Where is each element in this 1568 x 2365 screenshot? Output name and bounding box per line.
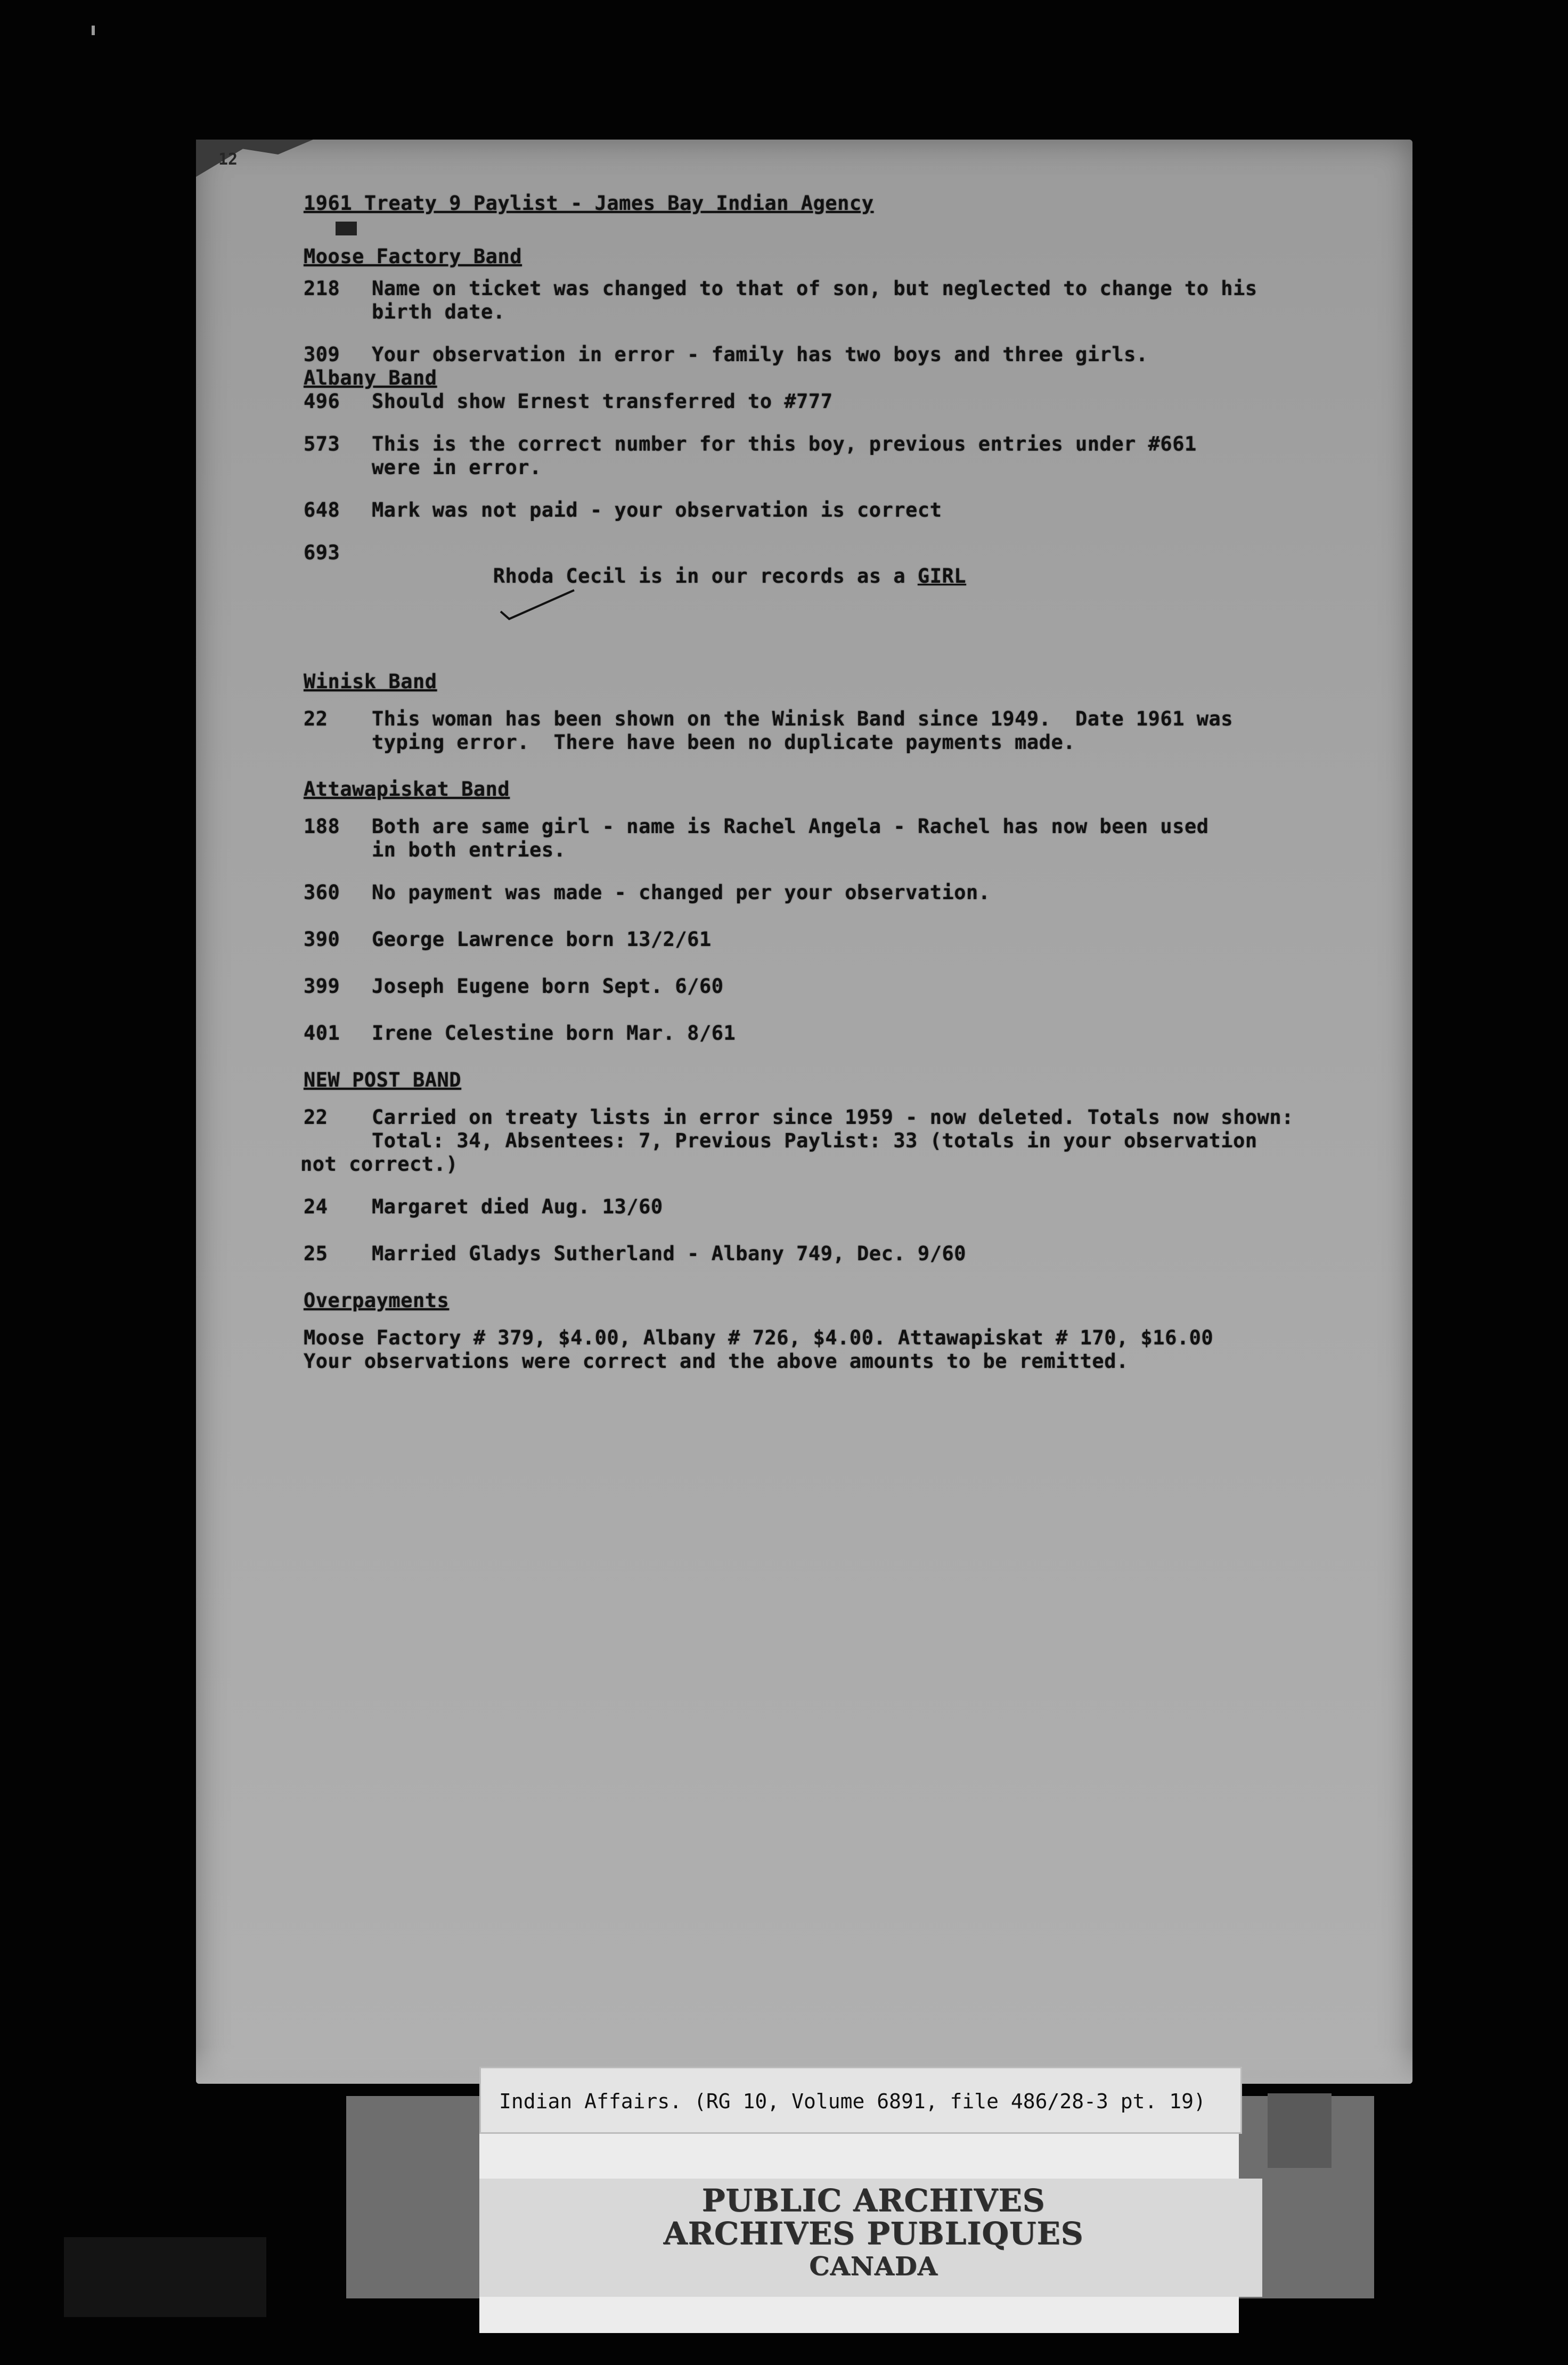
entry-text: No payment was made - changed per your observation. xyxy=(372,881,991,904)
list-item xyxy=(300,1153,1348,1176)
section-heading: Overpayments xyxy=(304,1289,450,1312)
list-item xyxy=(304,1106,1348,1153)
entry-number: 693 xyxy=(304,541,340,564)
section-attawapiskat xyxy=(304,778,1348,1045)
entry-number: 648 xyxy=(304,499,340,521)
check-mark-icon xyxy=(499,588,578,625)
stamp-line-1: PUBLIC ARCHIVES xyxy=(701,2182,1046,2219)
title-redaction-mark xyxy=(336,222,357,235)
faded-film-label xyxy=(64,2237,266,2317)
list-item xyxy=(304,343,1348,366)
entry-text xyxy=(372,541,1348,649)
entry-text: George Lawrence born 13/2/61 xyxy=(372,928,712,951)
list-item xyxy=(304,1242,1348,1266)
entry-number: 25 xyxy=(304,1242,328,1265)
entry-number: 218 xyxy=(304,277,340,300)
section-heading: Winisk Band xyxy=(304,670,437,693)
stamp-line-3: CANADA xyxy=(809,2252,938,2281)
entry-number: 399 xyxy=(304,975,340,998)
list-item xyxy=(304,1022,1348,1045)
section-heading: Attawapiskat Band xyxy=(304,778,510,801)
entry-number: 390 xyxy=(304,928,340,951)
entry-text: This woman has been shown on the Winisk Band since 1949. Date 1961 was typing error. There have been no duplicate payments made. xyxy=(372,707,1234,754)
list-item xyxy=(304,928,1348,951)
entry-number: 360 xyxy=(304,881,340,904)
entry-text-lead: Rhoda Cecil is in our records as a xyxy=(493,565,918,588)
entry-text: Should show Ernest transferred to #777 xyxy=(372,390,833,413)
list-item xyxy=(304,277,1348,324)
entry-text: Margaret died Aug. 13/60 xyxy=(372,1195,663,1218)
entry-text: Married Gladys Sutherland - Albany 749, Dec. 9/60 xyxy=(372,1242,967,1265)
archives-stamp xyxy=(655,2184,1092,2283)
entry-text: Mark was not paid - your observation is correct xyxy=(372,499,942,521)
section-albany xyxy=(304,366,1348,649)
list-item xyxy=(304,541,1348,649)
entry-text: Your observation in error - family has two boys and three girls. xyxy=(372,343,1148,366)
list-item xyxy=(304,815,1348,862)
entry-number: 496 xyxy=(304,390,340,413)
list-item xyxy=(304,499,1348,522)
list-item xyxy=(304,433,1348,479)
section-heading: NEW POST BAND xyxy=(304,1069,462,1091)
entry-continuation: not correct.) xyxy=(300,1153,459,1176)
document-title: 1961 Treaty 9 Paylist - James Bay Indian Agency xyxy=(304,192,874,215)
entry-text: Name on ticket was changed to that of son, but neglected to change to his birth date. xyxy=(372,277,1257,323)
entry-number: 309 xyxy=(304,343,340,366)
stamp-line-2: ARCHIVES PUBLIQUES xyxy=(663,2215,1084,2252)
entry-number: 22 xyxy=(304,707,328,730)
document-body xyxy=(300,192,1348,1373)
section-winisk xyxy=(304,670,1348,754)
citation-label xyxy=(479,2067,1242,2134)
entry-number: 401 xyxy=(304,1022,340,1045)
list-item xyxy=(304,881,1348,904)
section-heading: Moose Factory Band xyxy=(304,245,522,268)
film-speck xyxy=(92,26,95,35)
entry-number: 188 xyxy=(304,815,340,838)
list-item xyxy=(304,1195,1348,1219)
entry-number: 573 xyxy=(304,433,340,455)
overpayments-paragraph: Moose Factory # 379, $4.00, Albany # 726, $4.00. Attawapiskat # 170, $16.00 Your observations were correct and the above amounts to be remitted. xyxy=(304,1326,1214,1373)
entry-number: 22 xyxy=(304,1106,328,1129)
list-item xyxy=(304,707,1348,754)
section-new-post xyxy=(300,1069,1348,1266)
citation-text: Indian Affairs. (RG 10, Volume 6891, file 486/28-3 pt. 19) xyxy=(499,2090,1206,2113)
entry-text: Joseph Eugene born Sept. 6/60 xyxy=(372,975,724,998)
entry-text: This is the correct number for this boy, previous entries under #661 were in error. xyxy=(372,433,1197,479)
entry-text: Carried on treaty lists in error since 1959 - now deleted. Totals now shown: Total: 34, Absentees: 7, Previous Paylist: 33 (totals in your observation xyxy=(372,1106,1294,1152)
section-moose-factory xyxy=(304,245,1348,366)
list-item xyxy=(304,390,1348,413)
list-item xyxy=(304,975,1348,998)
entry-text: Both are same girl - name is Rachel Angela - Rachel has now been used in both entries. xyxy=(372,815,1209,861)
section-heading: Albany Band xyxy=(304,366,437,389)
section-overpayments xyxy=(304,1289,1348,1373)
folded-tab xyxy=(1268,2093,1332,2168)
entry-text: Irene Celestine born Mar. 8/61 xyxy=(372,1022,736,1045)
entry-number: 24 xyxy=(304,1195,328,1218)
emphasized-word: GIRL xyxy=(917,565,967,588)
page-mark: 12 xyxy=(218,150,238,169)
